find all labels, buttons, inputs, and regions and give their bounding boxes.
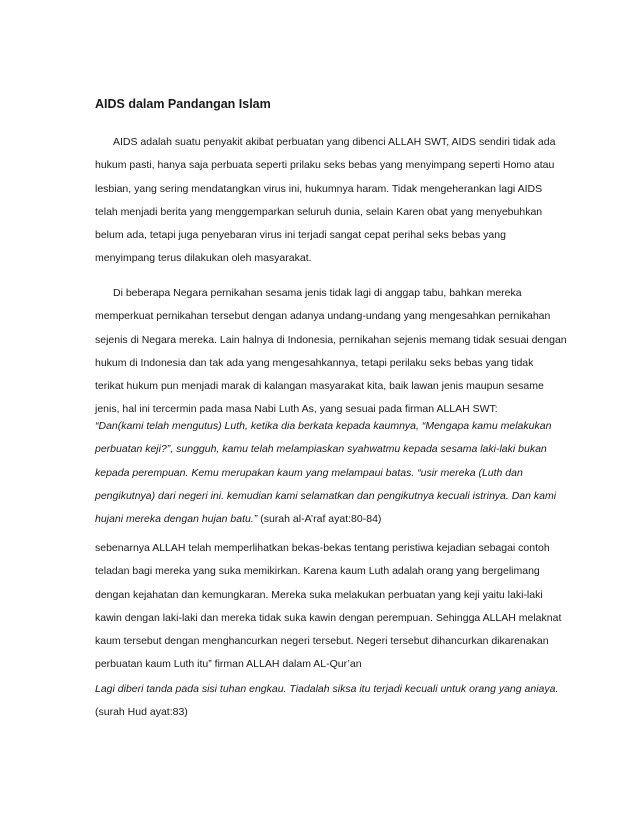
paragraph-line: teladan bagi mereka yang suka memikirkan. Karena kaum Luth adalah orang yang bergelimang — [95, 565, 540, 578]
quote-line: perbuatan keji?”, sungguh, kamu telah melampiaskan syahwatmu kepada sesama laki-laki bukan — [95, 443, 547, 456]
quote-line: kepada perempuan. Kemu merupakan kaum yang melampaui batas. “usir mereka (Luth dan — [95, 466, 523, 479]
paragraph-line: dengan kejahatan dan kemungkaran. Mereka suka melakukan perbuatan yang keji yaitu laki-laki — [95, 588, 543, 601]
paragraph-line: kawin dengan laki-laki dan mereka tidak suka kawin dengan perempuan. Sehingga ALLAH melaknat — [95, 611, 562, 624]
paragraph-line: belum ada, tetapi juga penyebaran virus ini terjadi sangat cepat perihal seks bebas yang — [95, 229, 506, 242]
paragraph-line: hukum di Indonesia dan tak ada yang mengesahkannya, tetapi perilaku seks bebas yang tidak — [95, 356, 534, 369]
paragraph-line: memperkuat pernikahan tersebut dengan adanya undang-undang yang mengesahkan pernikahan — [95, 310, 551, 323]
paragraph-2 — [95, 282, 585, 422]
paragraph-line: perbuatan kaum Luth itu” firman ALLAH dalam AL-Qur’an — [95, 658, 362, 671]
paragraph-line: sejenis di Negara mereka. Lain halnya di Indonesia, pernikahan sejenis memang tidak sesuai dengan — [95, 333, 567, 346]
quote-hud — [95, 678, 585, 725]
paragraph-line: kaum tersebut dengan menghancurkan negeri tersebut. Negeri tersebut dihancurkan dikarenakan — [95, 635, 549, 648]
paragraph-line: lesbian, yang sering mendatangkan virus ini, hukumnya haram. Tidak mengeherankan lagi AIDS — [95, 182, 543, 195]
document-title: AIDS dalam Pandangan Islam — [95, 97, 271, 111]
paragraph-line: hukum pasti, hanya saja perbuata seperti prilaku seks bebas yang menyimpang seperti Homo atau — [95, 159, 555, 172]
paragraph-line: AIDS adalah suatu penyakit akibat perbuatan yang dibenci ALLAH SWT, AIDS sendiri tidak ada — [113, 136, 556, 148]
quote-source: (surah Hud ayat:83) — [95, 706, 188, 719]
paragraph-line: telah menjadi berita yang menggemparkan seluruh dunia, selain Karen obat yang menyebuhkan — [95, 205, 543, 218]
paragraph-line: sebenarnya ALLAH telah memperlihatkan bekas-bekas tentang peristiwa kejadian sebagai contoh — [95, 542, 550, 554]
quote-source: (surah al-A’raf ayat:80-84) — [257, 513, 382, 526]
paragraph-line: terikat hukum pun menjadi marak di kalangan masyarakat kita, baik lawan jenis maupun sesame — [95, 380, 544, 393]
paragraph-line: jenis, hal ini tercermin pada masa Nabi Luth As, yang sesuai pada firman ALLAH SWT: — [95, 403, 498, 416]
quote-al-araf — [95, 415, 585, 531]
quote-line: Lagi diberi tanda pada sisi tuhan engkau. Tiadalah siksa itu terjadi kecuali untuk orang yang aniaya. — [95, 683, 559, 695]
paragraph-line: menyimpang terus dilakukan oleh masyarakat. — [95, 252, 312, 265]
quote-line: “Dan(kami telah mengutus) Luth, ketika dia berkata kepada kaumnya, “Mengapa kamu melakukan — [95, 420, 552, 432]
paragraph-1 — [95, 131, 585, 271]
quote-line: pengikutnya) dari negeri ini. kemudian kami selamatkan dan pengikutnya kecuali istrinya. Dan kami — [95, 489, 557, 502]
paragraph-line: Di beberapa Negara pernikahan sesama jenis tidak lagi di anggap tabu, bahkan mereka — [113, 287, 522, 299]
quote-final-text: hujani mereka dengan hujan batu.” — [95, 513, 258, 526]
paragraph-3 — [95, 537, 585, 677]
quote-line — [95, 508, 585, 531]
